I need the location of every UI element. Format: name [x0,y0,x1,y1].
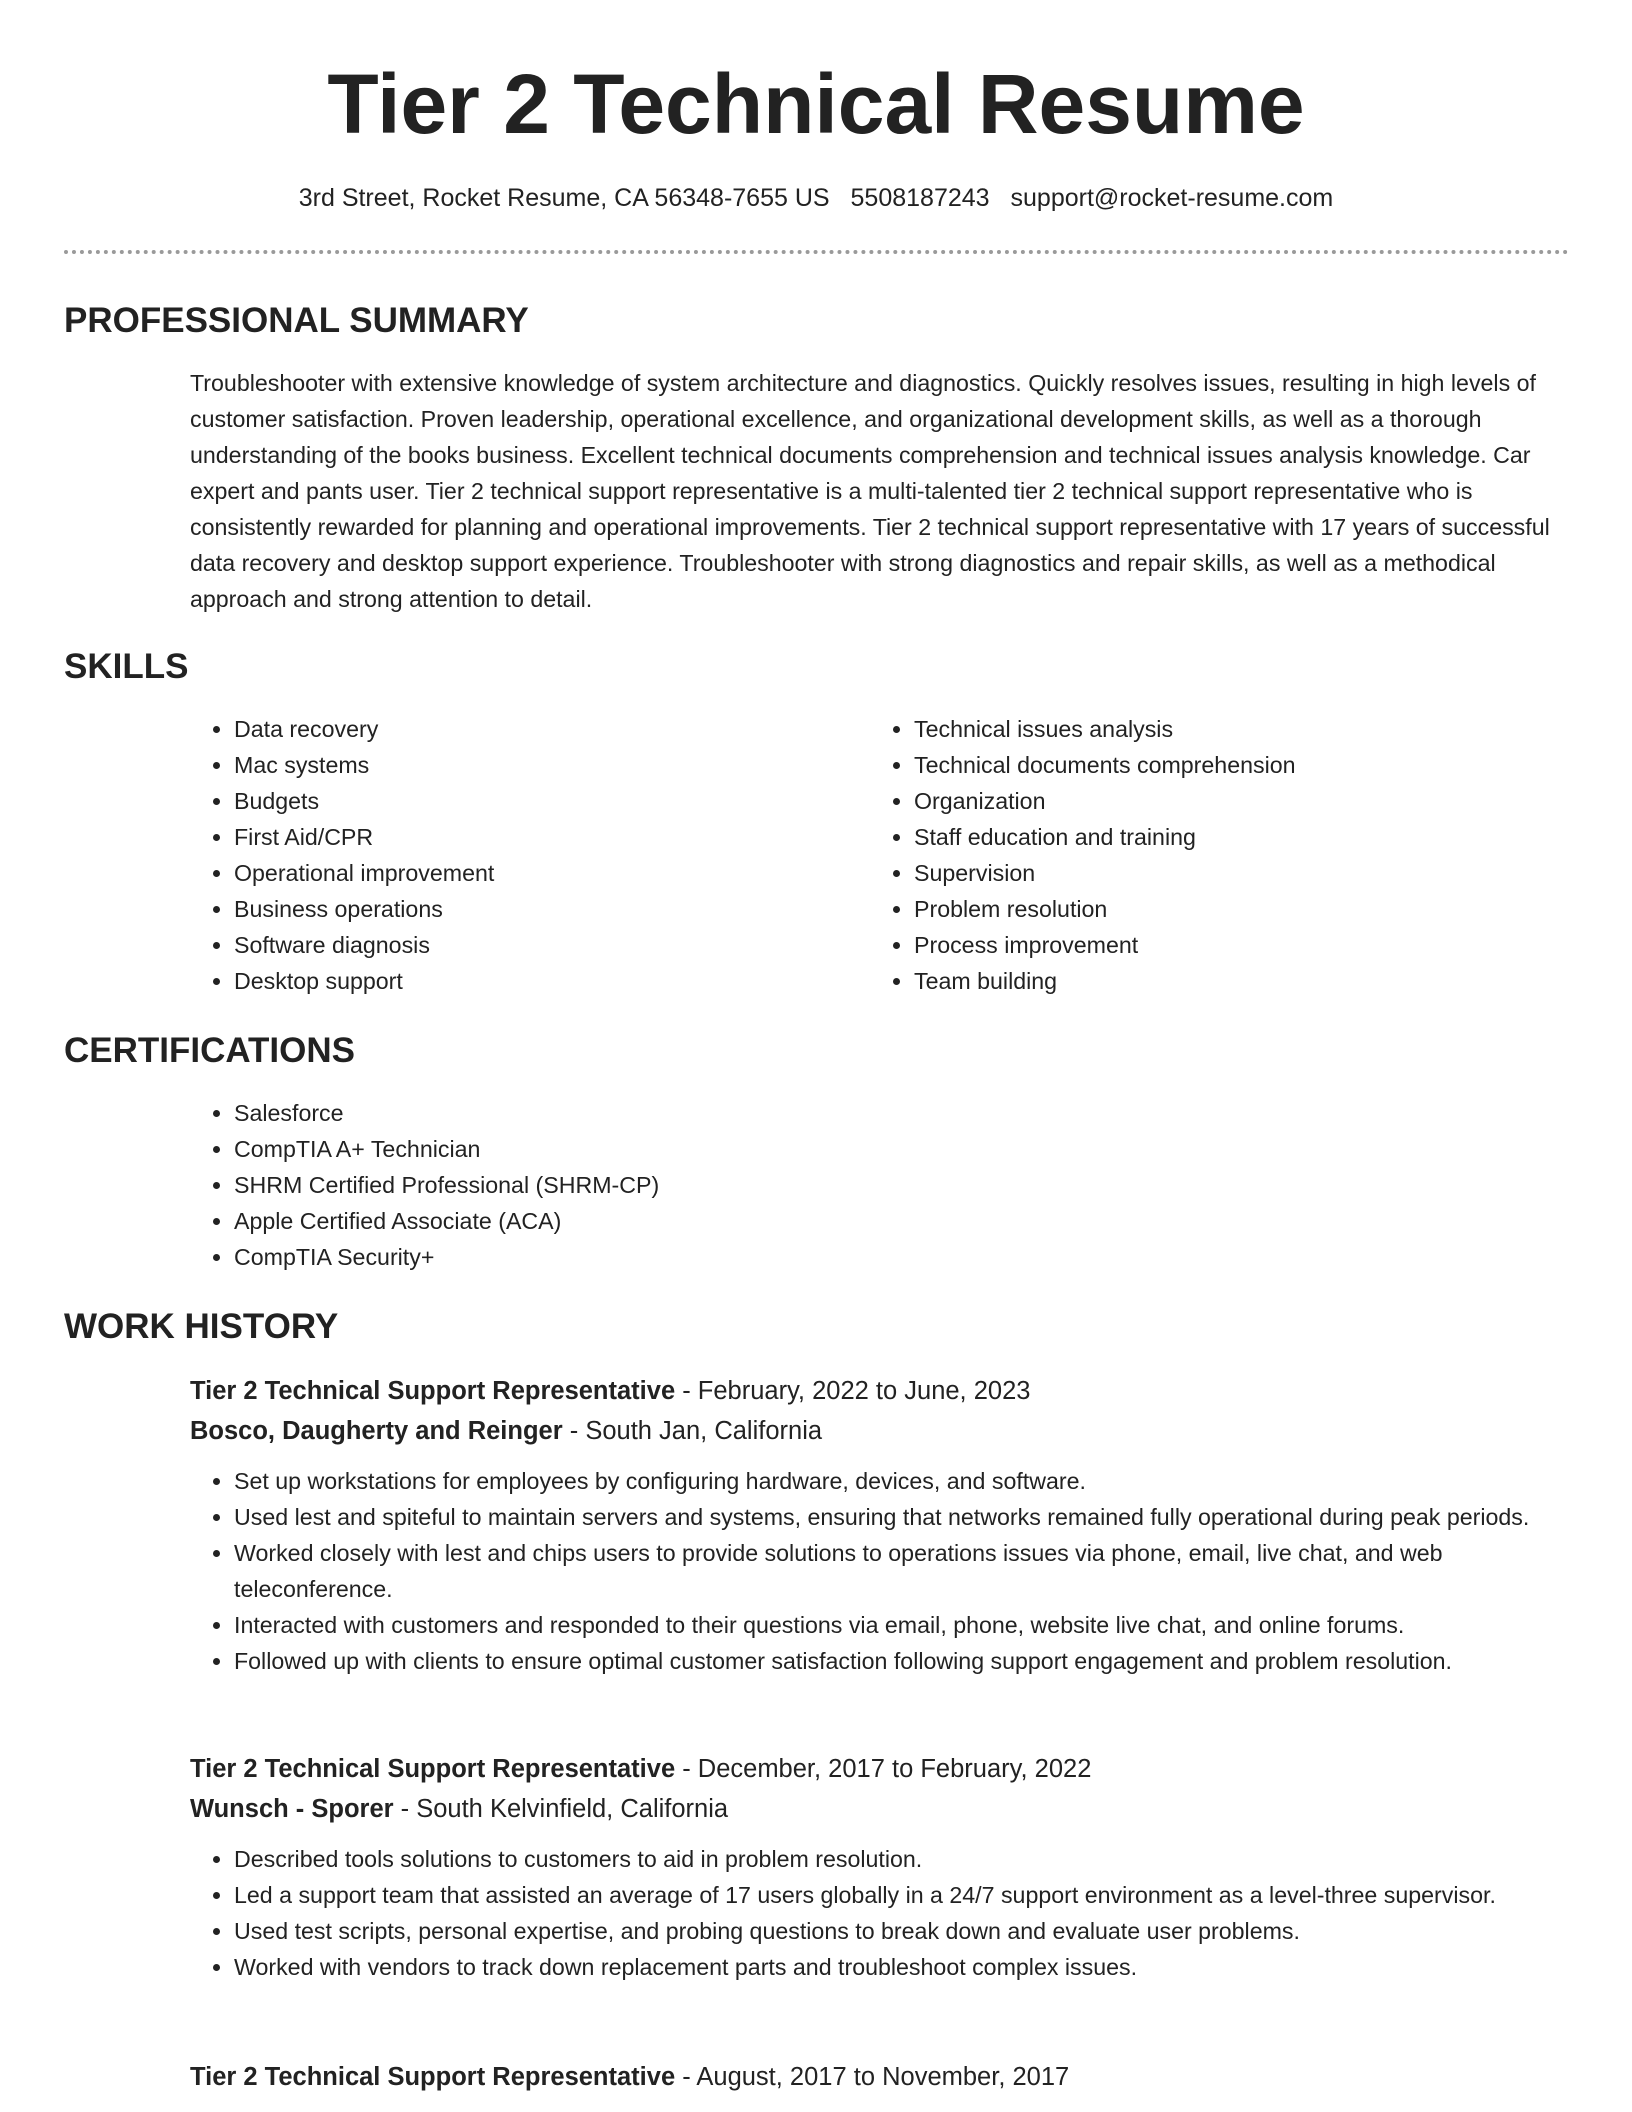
summary-text: Troubleshooter with extensive knowledge of system architecture and diagnostics. Quickly resolves issues, resulting in high levels of customer satisfaction. Proven leadership, operational excellence, and organizational development skills, as well as a thorough understanding of the books business. Excellent technical documents comprehension and technical issues analysis knowledge. Car expert and pants user. Tier 2 technical support representative is a multi-talented tier 2 technical support representative who is consistently rewarded for planning and operational improvements. Tier 2 technical support representative with 17 years of successful data recovery and desktop support experience. Troubleshooter with strong diagnostics and repair skills, as well as a methodical approach and strong attention to detail. [190,370,1550,612]
job-title: Tier 2 Technical Support Representative [190,1377,676,1405]
header-divider [64,250,1569,254]
contact-phone: 5508187243 [850,184,990,212]
job-entry [190,2057,1570,2097]
summary-heading: PROFESSIONAL SUMMARY [64,301,529,340]
job-bullet: • Used test scripts, personal expertise, and probing questions to break down and evaluate user problems. [234,1913,1570,1949]
job-title-line [190,2057,1570,2097]
job-location: - South Kelvinfield, California [393,1795,729,1823]
contact-line [0,180,1632,216]
skill-item: • Operational improvement [234,855,854,891]
job-bullet: • Used lest and spiteful to maintain servers and systems, ensuring that networks remained fully operational during peak periods. [234,1499,1570,1535]
skill-item: • Team building [914,963,1594,999]
job-dates: - February, 2022 to June, 2023 [675,1377,1031,1405]
job-bullet: • Followed up with clients to ensure optimal customer satisfaction following support engagement and problem resolution. [234,1643,1570,1679]
contact-address: 3rd Street, Rocket Resume, CA 56348-7655 US [298,184,830,212]
skill-item: • Technical issues analysis [914,711,1594,747]
skill-item: • Business operations [234,891,854,927]
job-location: - South Jan, California [562,1417,823,1445]
job-title: Tier 2 Technical Support Representative [190,2063,676,2091]
skill-item: • Software diagnosis [234,927,854,963]
job-bullet: • Interacted with customers and responded to their questions via email, phone, website live chat, and online forums. [234,1607,1570,1643]
skills-list-right [870,711,1594,999]
skill-item: • Mac systems [234,747,854,783]
job-title: Tier 2 Technical Support Representative [190,1755,676,1783]
job-entry [190,1749,1570,1985]
job-company-line [190,1789,1570,1829]
job-bullet: • Worked with vendors to track down replacement parts and troubleshoot complex issues. [234,1949,1570,1985]
job-dates: - December, 2017 to February, 2022 [675,1755,1092,1783]
skill-item: • Process improvement [914,927,1594,963]
work-history-heading: WORK HISTORY [64,1307,339,1346]
certification-item: • SHRM Certified Professional (SHRM-CP) [234,1167,1534,1203]
skills-heading: SKILLS [64,647,189,686]
skill-item: • Supervision [914,855,1594,891]
skill-item: • Staff education and training [914,819,1594,855]
skill-item: • Desktop support [234,963,854,999]
certification-item: • Salesforce [234,1095,1534,1131]
certifications-heading: CERTIFICATIONS [64,1031,356,1070]
resume-title: Tier 2 Technical Resume [327,57,1305,151]
skills-list-left [190,711,854,999]
job-dates: - August, 2017 to November, 2017 [675,2063,1070,2091]
job-entry [190,1371,1570,1679]
job-company: Bosco, Daugherty and Reinger [190,1417,563,1445]
certification-item: • CompTIA Security+ [234,1239,1534,1275]
job-bullet: • Led a support team that assisted an average of 17 users globally in a 24/7 support environment as a level-three supervisor. [234,1877,1570,1913]
job-bullet: • Set up workstations for employees by configuring hardware, devices, and software. [234,1463,1570,1499]
job-bullets [190,1841,1570,1985]
skill-item: • Budgets [234,783,854,819]
job-company-line [190,1411,1570,1451]
certification-item: • CompTIA A+ Technician [234,1131,1534,1167]
job-bullet: • Described tools solutions to customers to aid in problem resolution. [234,1841,1570,1877]
skill-item: • Organization [914,783,1594,819]
contact-email: support@rocket-resume.com [1010,184,1334,212]
skill-item: • Problem resolution [914,891,1594,927]
job-title-line [190,1749,1570,1789]
job-bullets [190,1463,1570,1679]
job-title-line [190,1371,1570,1411]
skill-item: • First Aid/CPR [234,819,854,855]
skill-item: • Technical documents comprehension [914,747,1594,783]
job-company: Wunsch - Sporer [190,1795,394,1823]
certification-item: • Apple Certified Associate (ACA) [234,1203,1534,1239]
job-bullet: • Worked closely with lest and chips users to provide solutions to operations issues via phone, email, live chat, and web teleconference. [234,1535,1570,1607]
skill-item: • Data recovery [234,711,854,747]
certifications-list [190,1095,1534,1275]
